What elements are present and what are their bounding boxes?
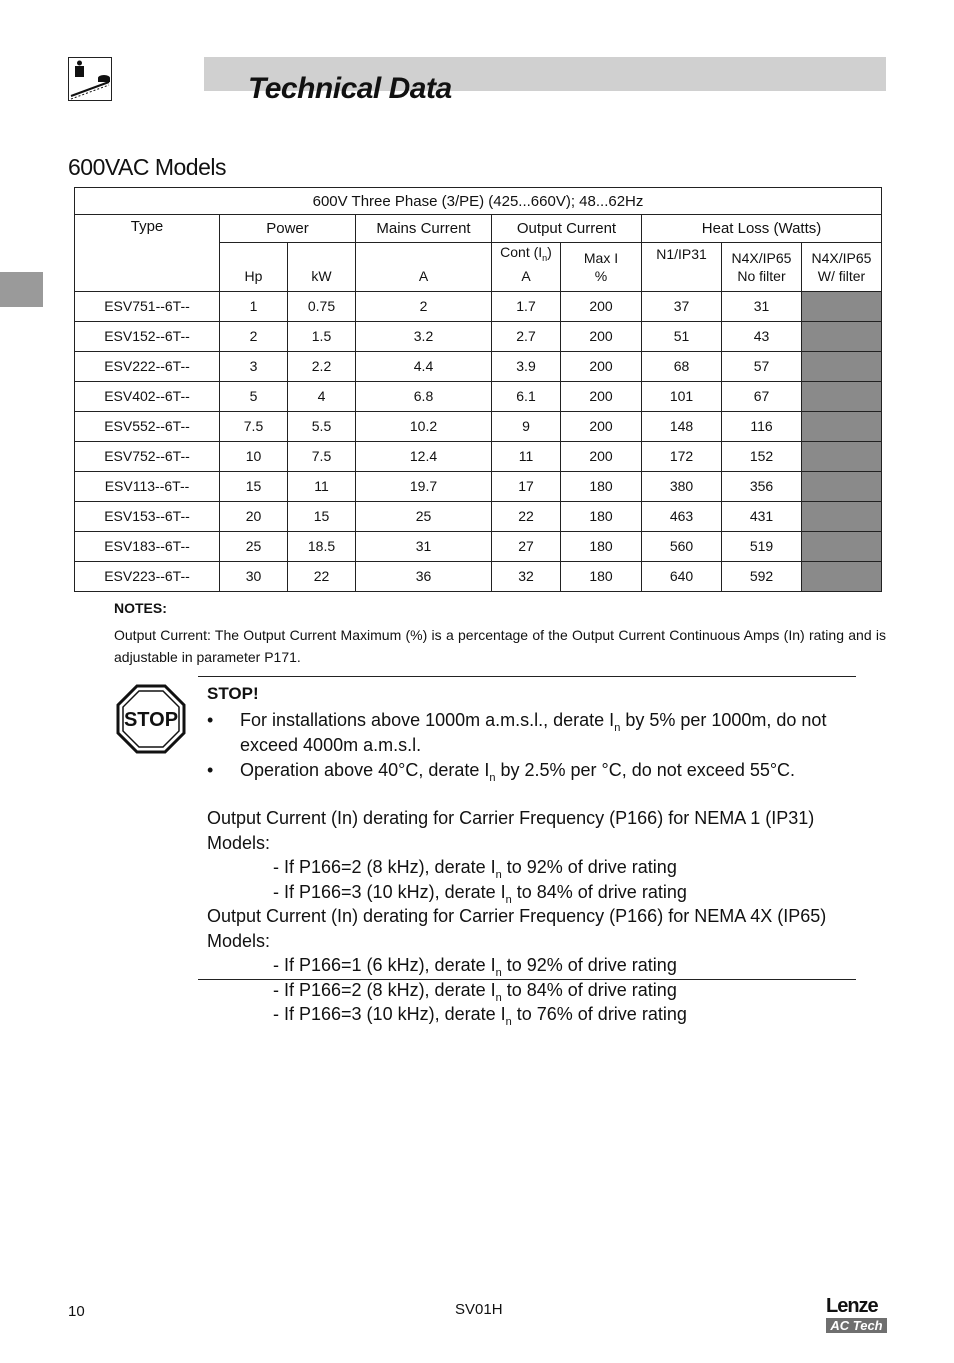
cell-hp: 2 xyxy=(220,321,288,351)
table-row xyxy=(75,531,882,561)
cell-type: ESV113--6T-- xyxy=(75,471,220,501)
table-row xyxy=(75,351,882,381)
cell-hp: 20 xyxy=(220,501,288,531)
cell-mains: 25 xyxy=(356,501,492,531)
table-row xyxy=(75,321,882,351)
cell-kw: 11 xyxy=(288,471,356,501)
bullet-dot: • xyxy=(207,710,214,730)
cell-kw: 7.5 xyxy=(288,441,356,471)
cell-max: 180 xyxy=(561,501,642,531)
nema1-derating-list xyxy=(207,855,857,904)
cell-n4x: 356 xyxy=(722,471,802,501)
cell-mains: 36 xyxy=(356,561,492,591)
cell-hp: 5 xyxy=(220,381,288,411)
type-header: Type xyxy=(75,215,220,292)
cell-cont: 2.7 xyxy=(492,321,561,351)
cell-max: 180 xyxy=(561,561,642,591)
cell-n4x-f xyxy=(802,291,882,321)
heat-loss-header: Heat Loss (Watts) xyxy=(642,215,882,243)
mains-unit-header: A xyxy=(356,243,492,292)
stop-sign-label: STOP xyxy=(123,709,179,731)
cell-hp: 7.5 xyxy=(220,411,288,441)
warning-bullet: • For installations above 1000m a.m.s.l., derate $I_n$ by 5% per 1000m, do not exceed 4000m a.m.s.l. xyxy=(207,710,827,755)
cell-kw: 18.5 xyxy=(288,531,356,561)
table-row xyxy=(75,561,882,591)
cell-n4x-f xyxy=(802,441,882,471)
cell-mains: 3.2 xyxy=(356,321,492,351)
weight-scale-icon xyxy=(68,57,112,101)
cell-n1: 463 xyxy=(642,501,722,531)
cell-n4x: 431 xyxy=(722,501,802,531)
cell-cont: 9 xyxy=(492,411,561,441)
output-current-header: Output Current xyxy=(492,215,642,243)
hp-header: Hp xyxy=(220,243,288,292)
kw-header: kW xyxy=(288,243,356,292)
cell-n4x: 43 xyxy=(722,321,802,351)
notes-heading: NOTES: xyxy=(114,600,167,616)
cell-hp: 30 xyxy=(220,561,288,591)
stop-box-bottom-rule xyxy=(198,979,856,980)
cell-cont: 27 xyxy=(492,531,561,561)
n1-ip31-header: N1/IP31 xyxy=(642,243,722,292)
cell-n1: 51 xyxy=(642,321,722,351)
max-current-header: Max I % xyxy=(561,243,642,292)
brand-subname: AC Tech xyxy=(826,1318,887,1333)
section-tab xyxy=(0,272,43,307)
cell-n1: 37 xyxy=(642,291,722,321)
table-row xyxy=(75,291,882,321)
cell-n4x-f xyxy=(802,321,882,351)
cell-n4x: 57 xyxy=(722,351,802,381)
cell-max: 180 xyxy=(561,531,642,561)
cell-kw: 0.75 xyxy=(288,291,356,321)
n4x-nofilter-header: N4X/IP65 No filter xyxy=(722,243,802,292)
cell-kw: 15 xyxy=(288,501,356,531)
mains-current-header: Mains Current xyxy=(356,215,492,243)
cell-type: ESV223--6T-- xyxy=(75,561,220,591)
cell-kw: 4 xyxy=(288,381,356,411)
cell-type: ESV153--6T-- xyxy=(75,501,220,531)
cell-cont: 3.9 xyxy=(492,351,561,381)
cell-mains: 4.4 xyxy=(356,351,492,381)
nema4x-derating-list xyxy=(207,953,857,1027)
power-header: Power xyxy=(220,215,356,243)
cell-type: ESV402--6T-- xyxy=(75,381,220,411)
cell-mains: 12.4 xyxy=(356,441,492,471)
cell-max: 200 xyxy=(561,381,642,411)
nema1-derating-heading: Output Current (In) derating for Carrier Frequency (P166) for NEMA 1 (IP31) Models: xyxy=(207,808,815,853)
cell-n1: 380 xyxy=(642,471,722,501)
warning-bullet: • Operation above 40°C, derate $I_n$ by 2.5% per °C, do not exceed 55°C. xyxy=(207,760,796,784)
cell-cont: 6.1 xyxy=(492,381,561,411)
cell-type: ESV751--6T-- xyxy=(75,291,220,321)
table-row xyxy=(75,411,882,441)
cell-mains: 2 xyxy=(356,291,492,321)
stop-heading: STOP! xyxy=(207,684,259,703)
cell-hp: 15 xyxy=(220,471,288,501)
table-row xyxy=(75,441,882,471)
cell-max: 200 xyxy=(561,351,642,381)
derating-item: - If P166=2 (8 kHz), derate $I_n$ to 92% of drive rating xyxy=(273,857,677,881)
document-code: SV01H xyxy=(455,1301,503,1318)
cell-n1: 640 xyxy=(642,561,722,591)
cell-type: ESV552--6T-- xyxy=(75,411,220,441)
cell-max: 200 xyxy=(561,321,642,351)
cell-hp: 10 xyxy=(220,441,288,471)
cell-cont: 22 xyxy=(492,501,561,531)
cell-cont: 32 xyxy=(492,561,561,591)
cell-n1: 172 xyxy=(642,441,722,471)
cell-cont: 11 xyxy=(492,441,561,471)
brand-logo xyxy=(826,1296,887,1333)
cell-n4x-f xyxy=(802,381,882,411)
specifications-table xyxy=(74,187,882,592)
cell-type: ESV752--6T-- xyxy=(75,441,220,471)
cell-n4x: 519 xyxy=(722,531,802,561)
cell-type: ESV222--6T-- xyxy=(75,351,220,381)
derating-item: - If P166=2 (8 kHz), derate $I_n$ to 84% of drive rating xyxy=(273,979,677,1004)
cell-max: 200 xyxy=(561,441,642,471)
derating-item: - If P166=1 (6 kHz), derate $I_n$ to 92% of drive rating xyxy=(273,955,677,979)
cell-n4x: 152 xyxy=(722,441,802,471)
page-number: 10 xyxy=(68,1303,85,1320)
cell-kw: 1.5 xyxy=(288,321,356,351)
cell-hp: 3 xyxy=(220,351,288,381)
cell-cont: 1.7 xyxy=(492,291,561,321)
n4x-filter-header: N4X/IP65 W/ filter xyxy=(802,243,882,292)
cell-mains: 10.2 xyxy=(356,411,492,441)
brand-name: Lenze xyxy=(826,1295,878,1317)
cell-mains: 19.7 xyxy=(356,471,492,501)
stop-box-top-rule xyxy=(198,676,856,677)
cell-n1: 101 xyxy=(642,381,722,411)
cell-hp: 25 xyxy=(220,531,288,561)
cell-n4x: 31 xyxy=(722,291,802,321)
cell-n1: 148 xyxy=(642,411,722,441)
cell-cont: 17 xyxy=(492,471,561,501)
cell-max: 200 xyxy=(561,291,642,321)
cell-kw: 22 xyxy=(288,561,356,591)
cell-type: ESV183--6T-- xyxy=(75,531,220,561)
cell-n4x-f xyxy=(802,351,882,381)
cell-n1: 68 xyxy=(642,351,722,381)
table-caption: 600V Three Phase (3/PE) (425...660V); 48...62Hz xyxy=(75,188,882,215)
cell-n1: 560 xyxy=(642,531,722,561)
cell-kw: 5.5 xyxy=(288,411,356,441)
cell-hp: 1 xyxy=(220,291,288,321)
derating-item: - If P166=3 (10 kHz), derate $I_n$ to 76% of drive rating xyxy=(273,1004,687,1028)
cell-type: ESV152--6T-- xyxy=(75,321,220,351)
nema4x-derating-heading: Output Current (In) derating for Carrier Frequency (P166) for NEMA 4X (IP65) Models: xyxy=(207,906,827,951)
cell-n4x: 592 xyxy=(722,561,802,591)
cell-n4x-f xyxy=(802,501,882,531)
table-row xyxy=(75,471,882,501)
cell-n4x-f xyxy=(802,531,882,561)
notes-text: Output Current: The Output Current Maximum (%) is a percentage of the Output Current Continuous Amps (In) rating and is adjustable in parameter P171. xyxy=(114,627,886,665)
page-title: Technical Data xyxy=(248,72,452,105)
cell-max: 180 xyxy=(561,471,642,501)
cell-n4x-f xyxy=(802,411,882,441)
derating-item: - If P166=3 (10 kHz), derate $I_n$ to 84% of drive rating xyxy=(273,881,687,906)
table-row xyxy=(75,501,882,531)
section-title: 600VAC Models xyxy=(68,154,226,180)
table-row xyxy=(75,381,882,411)
cell-max: 200 xyxy=(561,411,642,441)
bullet-dot: • xyxy=(207,760,214,780)
stop-warning-body xyxy=(207,684,857,1027)
cell-n4x-f xyxy=(802,471,882,501)
stop-sign-icon xyxy=(116,684,186,754)
cell-n4x-f xyxy=(802,561,882,591)
cont-current-header: Cont $(I_n)$ A xyxy=(492,243,561,292)
cell-mains: 6.8 xyxy=(356,381,492,411)
cell-mains: 31 xyxy=(356,531,492,561)
cell-kw: 2.2 xyxy=(288,351,356,381)
cell-n4x: 67 xyxy=(722,381,802,411)
cell-n4x: 116 xyxy=(722,411,802,441)
